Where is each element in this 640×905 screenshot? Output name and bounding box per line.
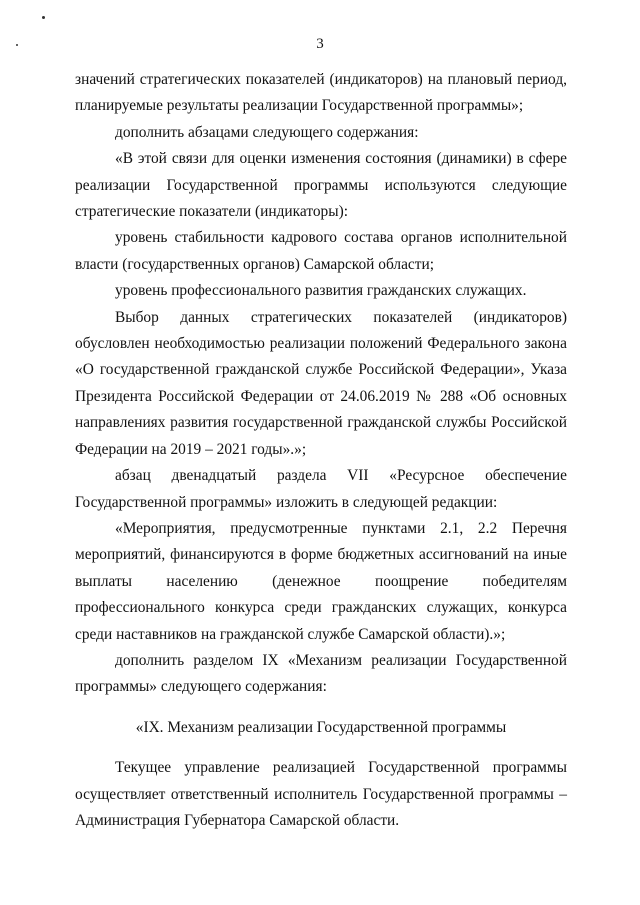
paragraph-indicator-rationale: Выбор данных стратегических показателей (индикаторов) обусловлен необходимостью реализации положений Федерального закона «О государственной гражданской службе Российской Федерации», Указа Президента Российской Федерации от 24.06.2019 № 288 «Об основных направлениях развития государственной гражданской службы Российской Федерации на 2019 – 2021 годы».»;	[75, 308, 567, 458]
paragraph-indicator-development: уровень профессионального развития гражданских служащих.	[115, 282, 527, 300]
paragraph-section-ix-instruction: дополнить разделом IX «Механизм реализации Государственной программы» следующего содержания:	[75, 651, 567, 696]
paragraph-current-management: Текущее управление реализацией Государственной программы осуществляет ответственный исполнитель Государственной программы – Администрация Губернатора Самарской области.	[75, 759, 567, 829]
paragraph-indicator-stability: уровень стабильности кадрового состава органов исполнительной власти (государственных органов) Самарской области;	[75, 229, 567, 273]
document-body	[75, 67, 567, 834]
section-heading: «IX. Механизм реализации Государственной программы	[135, 718, 507, 736]
paragraph-section-vii-instruction: абзац двенадцатый раздела VII «Ресурсное обеспечение Государственной программы» изложить в следующей редакции:	[75, 467, 567, 511]
paragraph-amend-instruction: дополнить абзацами следующего содержания:	[115, 123, 419, 141]
spacer	[75, 701, 567, 715]
spacer	[75, 741, 567, 755]
scan-speck	[42, 16, 45, 19]
paragraph-indicators-intro: «В этой связи для оценки изменения состояния (динамики) в сфере реализации Государственной программы используются следующие стратегические показатели (индикаторы):	[75, 150, 567, 221]
page-number: 3	[316, 36, 324, 52]
paragraph-continuation: значений стратегических показателей (индикаторов) на плановый период, планируемые результаты реализации Государственной программы»;	[75, 71, 567, 115]
paragraph-measures-financing: «Мероприятия, предусмотренные пунктами 2.1, 2.2 Перечня мероприятий, финансируются в форме бюджетных ассигнований на иные выплаты населению (денежное поощрение победителям профессионального конкурса среди гражданских служащих, конкурса среди наставников на гражданской службе Самарской области).»;	[75, 519, 567, 643]
